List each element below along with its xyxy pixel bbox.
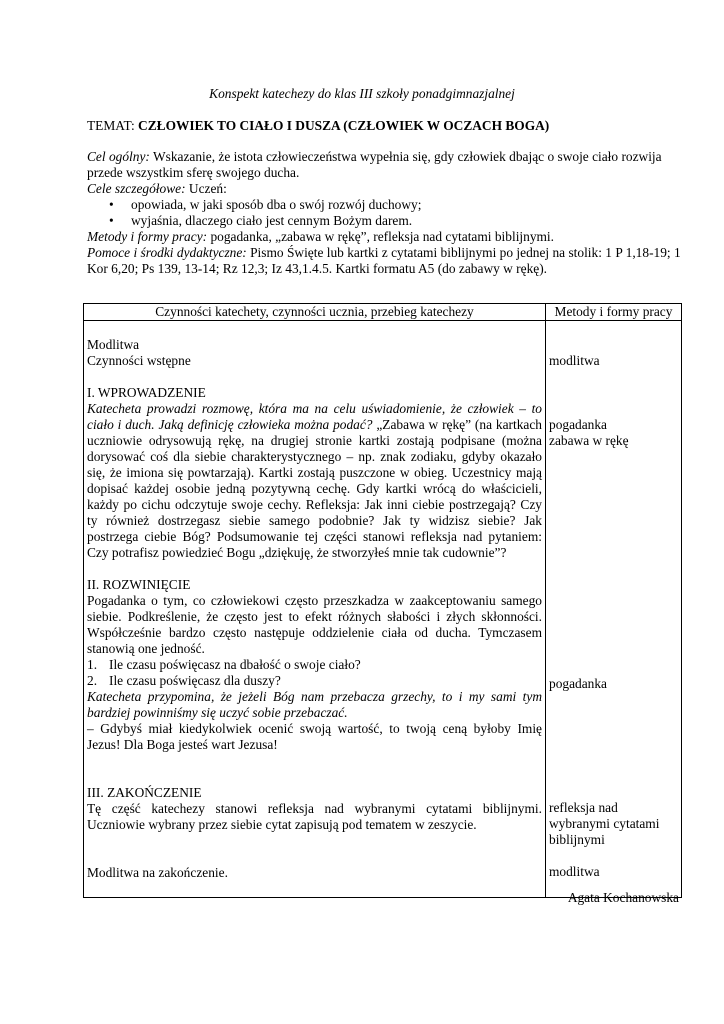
topic-label: TEMAT: (87, 118, 139, 133)
question-number: 1. (87, 657, 98, 672)
table-header-row (84, 304, 682, 321)
development-text: Pogadanka o tym, co człowiekowi często przeszkadza w zaakceptowaniu samego siebie. Podkreślenie, że często jest to efekt różnych słabości i złych skłonności. Współcześnie bardzo często następuje oddzielenie ciała od ducha. Tymczasem stanowią one jedność. (87, 593, 542, 656)
author-name: Agata Kochanowska (567, 890, 679, 905)
introduction-body: „Zabawa w rękę” (na kartkach uczniowie odrysowują rękę, na drugiej stronie kartki zostają podpisane (można dorysować coś dla siebie charakterystycznego – np. znak zodiaku, gdyby okazało się, że imiona się powtarzają). Kartki zostają puszczone w obieg. Uczestnicy mają dopisać każdej osobie jedną pozytywną cechę. Gdy kartki wrócą do właścicieli, każdy po cichu odczytuje swoje cechy. Refleksja: Jak inni ciebie postrzegają? Czy ty również dostrzegasz siebie samego podobnie? Jak ty widzisz siebie? Jak postrzega ciebie Bóg? Podsumowanie tej części stanowi refleksja nad pytaniem: Czy potrafisz powiedzieć Bogu „dziękuję, że stworzyłeś mnie tak cudownie”? (87, 417, 542, 560)
section-heading-introduction: I. WPROWADZENIE (87, 385, 206, 400)
question-number: 2. (87, 673, 98, 688)
lesson-plan-table (83, 303, 682, 898)
teaching-aids (87, 245, 687, 277)
method-hand-game: zabawa w rękę (549, 433, 629, 448)
method-talk: pogadanka (549, 417, 608, 432)
methods-line (87, 229, 687, 245)
teaching-aids-label: Pomoce i środki dydaktyczne: (87, 245, 247, 260)
goal-bullet-item: • opowiada, w jaki sposób dba o swój rozwój duchowy; (87, 197, 687, 213)
document-subtitle: Konspekt katechezy do klas III szkoły ponadgimnazjalnej (209, 86, 515, 101)
introduction-text (87, 401, 542, 561)
activities-cell (84, 321, 546, 898)
development-italic: Katecheta przypomina, że jeżeli Bóg nam przebacza grzechy, to i my sami tym bardziej powinniśmy się uczyć sobie przebaczać. (87, 689, 542, 720)
section-heading-development: II. ROZWINIĘCIE (87, 577, 191, 592)
question-text: Ile czasu poświęcasz dla duszy? (109, 673, 281, 688)
closing-prayer-text: Modlitwa na zakończenie. (87, 865, 228, 880)
lesson-goals (87, 149, 687, 277)
development-question-1 (87, 657, 542, 673)
detailed-goals-label: Cele szczegółowe: (87, 181, 186, 196)
method-prayer-end: modlitwa (549, 864, 600, 879)
table-body-row (84, 321, 682, 898)
general-goal-label: Cel ogólny: (87, 149, 150, 164)
column-header-activities: Czynności katechety, czynności ucznia, przebieg katechezy (84, 304, 546, 321)
prayer-text: Modlitwa (87, 337, 140, 352)
development-quote: – Gdybyś miał kiedykolwiek ocenić swoją wartość, to twoją ceną byłoby Imię Jezus! Dla Boga jesteś wart Jezusa! (87, 721, 542, 752)
general-goal (87, 149, 687, 181)
lesson-topic (87, 118, 549, 134)
general-goal-text: Wskazanie, że istota człowieczeństwa wypełnia się, gdy człowiek dbając o swoje ciało rozwija przede wszystkim sferę swojego ducha. (87, 149, 662, 180)
method-prayer: modlitwa (549, 353, 600, 368)
goal-bullet-item: • wyjaśnia, dlaczego ciało jest cennym Bożym darem. (87, 213, 687, 229)
method-talk-2: pogadanka (549, 676, 608, 691)
conclusion-text: Tę część katechezy stanowi refleksja nad wybranymi cytatami biblijnymi. Uczniowie wybrany przez siebie cytat zapisują pod tematem w zeszycie. (87, 801, 542, 832)
section-heading-conclusion: III. ZAKOŃCZENIE (87, 785, 202, 800)
development-question-2 (87, 673, 542, 689)
methods-cell (546, 321, 682, 898)
detailed-goals (87, 181, 687, 197)
question-text: Ile czasu poświęcasz na dbałość o swoje ciało? (109, 657, 361, 672)
methods-text: pogadanka, „zabawa w rękę”, refleksja nad cytatami biblijnymi. (207, 229, 555, 244)
goals-bullet-list (87, 197, 687, 229)
introduction-italic: Katecheta prowadzi rozmowę, która ma na celu uświadomienie, że człowiek – to ciało i duch. Jaką definicję człowieka można podać? (87, 401, 542, 432)
intro-actions-text: Czynności wstępne (87, 353, 191, 368)
topic-title: CZŁOWIEK TO CIAŁO I DUSZA (CZŁOWIEK W OCZACH BOGA) (138, 118, 550, 133)
methods-label: Metody i formy pracy: (87, 229, 208, 244)
teaching-aids-text: Pismo Święte lub kartki z cytatami biblijnymi po jednej na stolik: 1 P 1,18-19; 1 Kor 6,20; Ps 139, 13-14; Rz 12,3; Iz 43,1.4.5. Kartki formatu A5 (do zabawy w rękę). (87, 245, 681, 276)
column-header-methods: Metody i formy pracy (546, 304, 682, 321)
detailed-goals-text: Uczeń: (185, 181, 227, 196)
method-reflection: refleksja nad wybranymi cytatami biblijnymi (549, 800, 660, 847)
